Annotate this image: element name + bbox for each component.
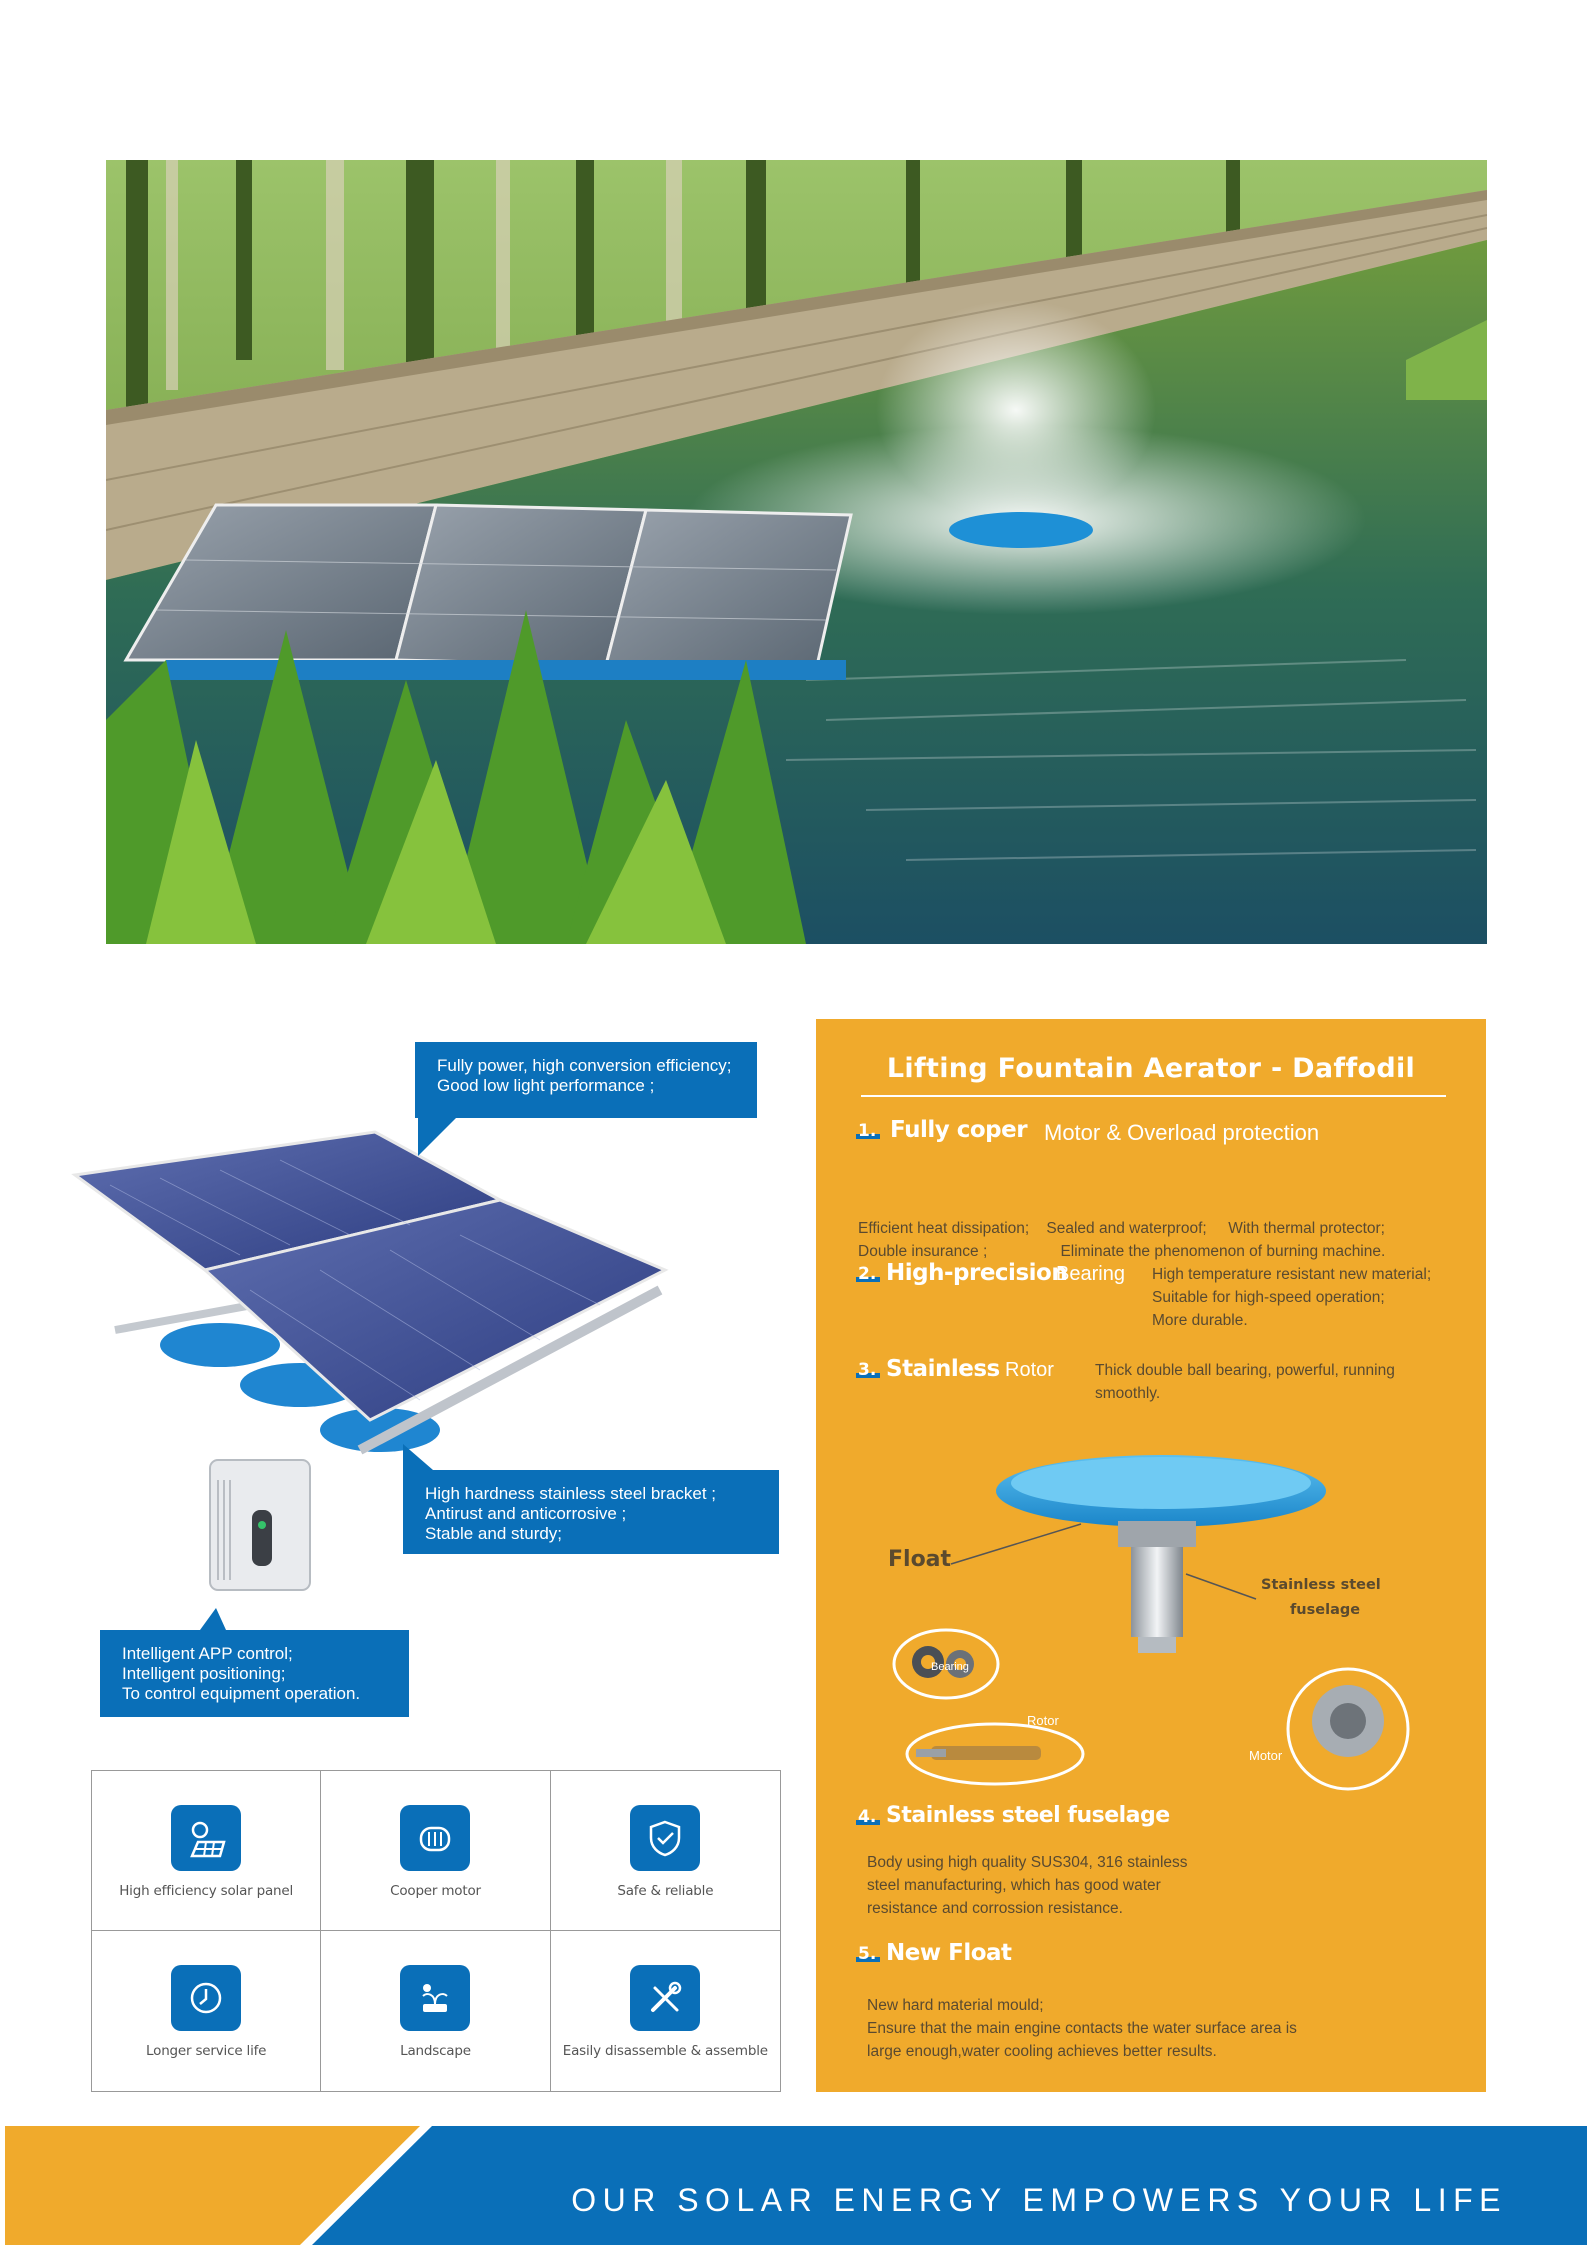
- feature-landscape: [321, 1931, 550, 2091]
- feature-label: High efficiency solar panel: [119, 1883, 294, 1899]
- fuselage-label-line1: Stainless steel: [1261, 1577, 1381, 1593]
- section-subheading: Motor & Overload protection: [1044, 1120, 1320, 1145]
- section-heading: High-precision: [886, 1260, 1068, 1286]
- section-description: Body using high quality SUS304, 316 stainless steel manufacturing, which has good water resistance and corrossion resistance.: [867, 1854, 1188, 1917]
- section-number: 1.: [858, 1121, 877, 1141]
- section-heading: Fully coper: [890, 1117, 1028, 1143]
- section-subheading: Bearing: [1056, 1263, 1125, 1285]
- section-description: Efficient heat dissipation; Sealed and waterproof; With thermal protector; Double insurance ; Eliminate the phenomenon of burning machine.: [858, 1220, 1386, 1260]
- panel-title: Lifting Fountain Aerator - Daffodil: [886, 1053, 1416, 1084]
- bearing-label: Bearing: [931, 1661, 969, 1673]
- motor-icon: [400, 1805, 470, 1871]
- footer-slogan: OUR SOLAR ENERGY EMPOWERS YOUR LIFE: [571, 2182, 1507, 2218]
- float-label: Float: [888, 1547, 952, 1572]
- aerator-diagram: [886, 1449, 1446, 1809]
- fountain-icon: [400, 1965, 470, 2031]
- section-description: New hard material mould; Ensure that the main engine contacts the water surface area is large enough,water cooling achieves better results.: [867, 1997, 1297, 2060]
- clock-icon: [171, 1965, 241, 2031]
- section-description: Thick double ball bearing, powerful, running smoothly.: [1095, 1362, 1395, 1402]
- feature-label: Landscape: [400, 2043, 471, 2059]
- feature-label: Longer service life: [146, 2043, 267, 2059]
- section-subheading: Rotor: [1005, 1359, 1054, 1381]
- motor-label: Motor: [1249, 1748, 1283, 1763]
- title-divider: [861, 1095, 1446, 1097]
- feature-assemble: [551, 1931, 780, 2091]
- feature-label: Easily disassemble & assemble: [562, 2043, 768, 2059]
- rotor-label: Rotor: [1027, 1713, 1059, 1728]
- tools-icon: [630, 1965, 700, 2031]
- callout-controller: Intelligent APP control; Intelligent positioning; To control equipment operation.: [100, 1630, 409, 1717]
- feature-service-life: [92, 1931, 321, 2091]
- spec-panel: [816, 1019, 1486, 2092]
- section-number: 5.: [858, 1944, 877, 1964]
- section-heading: New Float: [886, 1940, 1012, 1966]
- feature-label: Cooper motor: [390, 1883, 481, 1899]
- feature-motor: [321, 1771, 550, 1931]
- feature-label: Safe & reliable: [617, 1883, 714, 1899]
- callout-solar-panel: Fully power, high conversion efficiency; Good low light performance ;: [415, 1042, 757, 1118]
- feature-solar-panel: [92, 1771, 321, 1931]
- hero-photo: [106, 160, 1487, 944]
- feature-grid: [91, 1770, 781, 2092]
- section-number: 4.: [858, 1807, 877, 1827]
- section-number: 3.: [858, 1360, 877, 1380]
- fuselage-label-line2: fuselage: [1290, 1602, 1361, 1618]
- section-heading: Stainless steel fuselage: [886, 1803, 1170, 1828]
- callout-bracket: High hardness stainless steel bracket ; Antirust and anticorrosive ; Stable and sturdy;: [403, 1470, 779, 1554]
- section-number: 2.: [858, 1264, 877, 1284]
- section-heading: Stainless: [886, 1356, 1000, 1382]
- feature-safe: [551, 1771, 780, 1931]
- shield-check-icon: [630, 1805, 700, 1871]
- section-description: High temperature resistant new material; Suitable for high-speed operation; More durable.: [1152, 1266, 1432, 1329]
- solar-panel-icon: [171, 1805, 241, 1871]
